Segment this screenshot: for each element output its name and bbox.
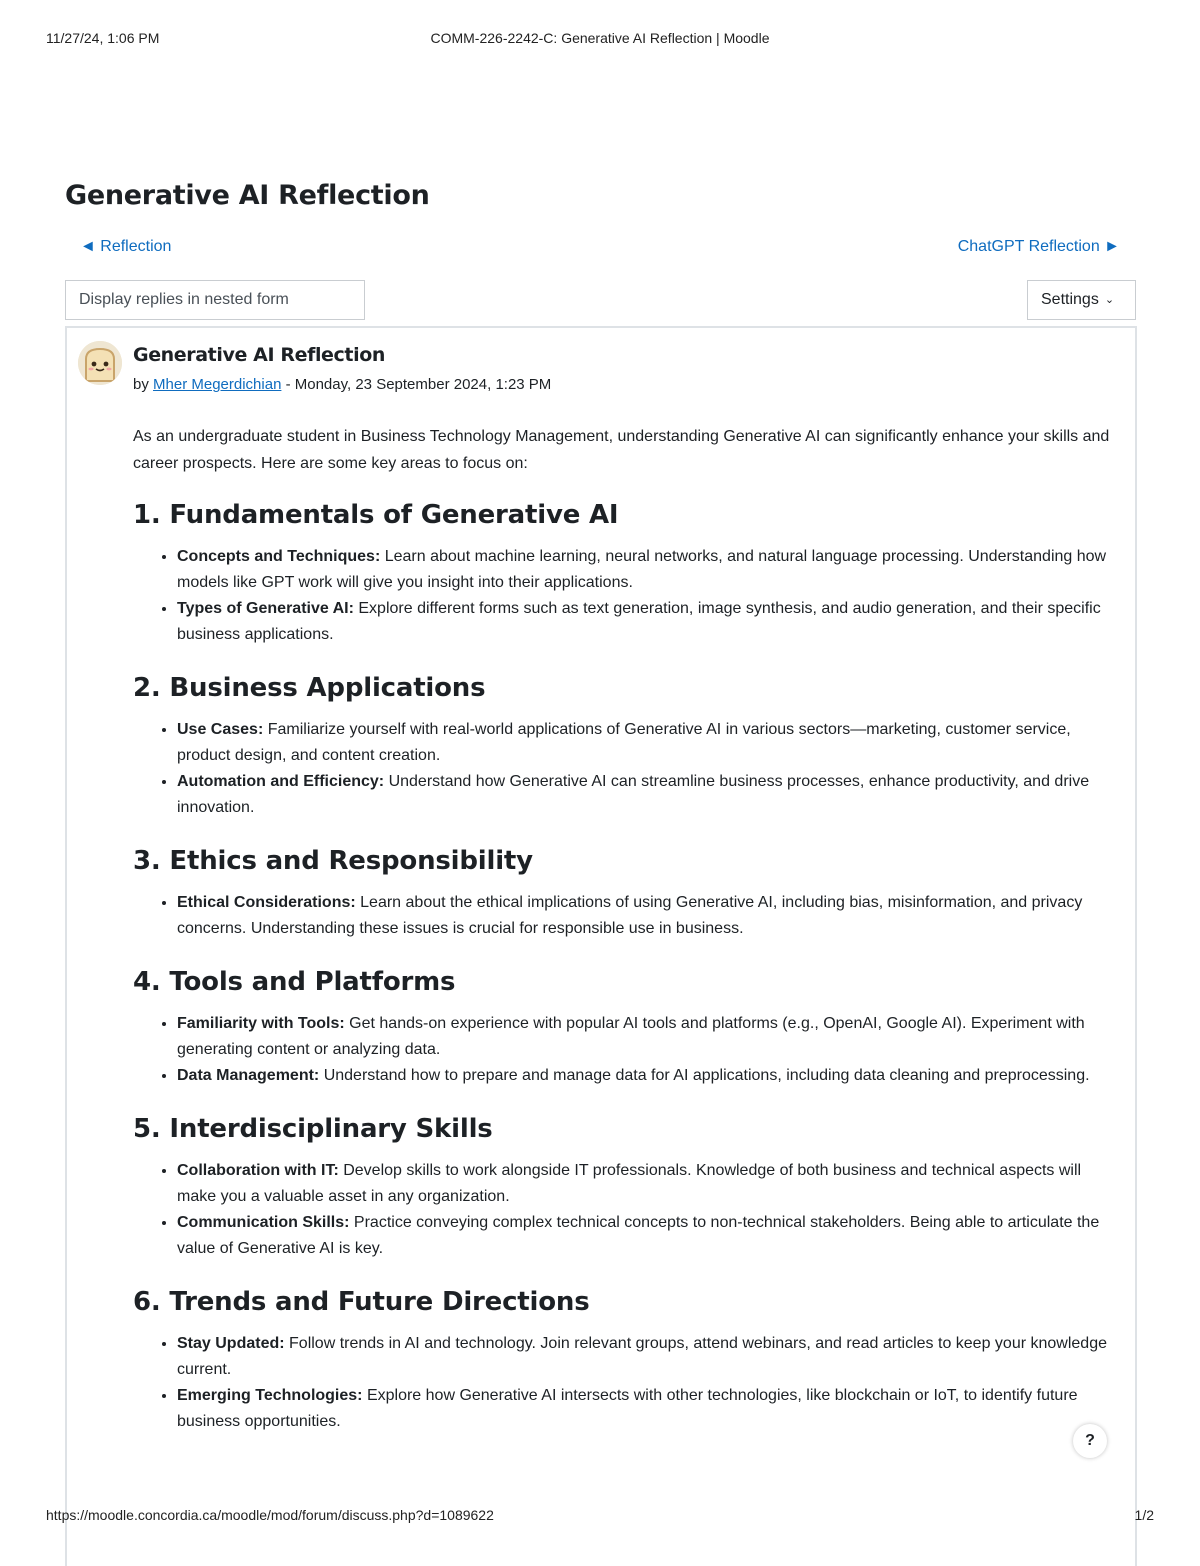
byline-by: by xyxy=(133,376,149,393)
chevron-down-icon: ⌄ xyxy=(1104,294,1115,306)
post-intro: As an undergraduate student in Business Technology Management, understanding Generative AI can significantly enhance your skills and career prospects. Here are some key areas to focus on: xyxy=(133,428,1110,472)
item-term: Stay Updated: xyxy=(177,1335,285,1352)
item-term: Data Management: xyxy=(177,1067,320,1084)
settings-button[interactable] xyxy=(1027,280,1136,320)
section-heading: 2. Business Applications xyxy=(133,673,486,703)
print-url: https://moodle.concordia.ca/moodle/mod/forum/discuss.php?d=1089622 xyxy=(46,1507,494,1523)
item-text: Learn about the ethical implications of using Generative AI, including bias, misinformation, and privacy concerns. Understanding these issues is crucial for responsible use in business. xyxy=(177,894,1083,937)
previous-activity-link[interactable]: ◄ Reflection xyxy=(80,238,172,255)
section-list xyxy=(133,1331,1118,1435)
print-footer xyxy=(46,1507,1154,1527)
item-term: Use Cases: xyxy=(177,721,264,738)
section-list xyxy=(133,1011,1118,1089)
display-mode-select[interactable]: Display replies in nested form xyxy=(65,280,365,320)
print-page-title: COMM-226-2242-C: Generative AI Reflection | Moodle xyxy=(430,30,770,46)
item-text: Learn about machine learning, neural networks, and natural language processing. Understanding how models like GPT work will give you insight into their applications. xyxy=(177,548,1107,591)
toast-avatar-icon xyxy=(78,341,122,385)
list-item xyxy=(177,1383,1118,1435)
item-term: Collaboration with IT: xyxy=(177,1162,339,1179)
list-item xyxy=(177,1063,1118,1089)
avatar[interactable] xyxy=(78,341,122,385)
section-list xyxy=(133,890,1118,942)
page-title: Generative AI Reflection xyxy=(65,180,430,211)
item-text: Explore different forms such as text generation, image synthesis, and audio generation, and their specific business applications. xyxy=(177,600,1101,643)
item-text: Familiarize yourself with real-world applications of Generative AI in various sectors—marketing, customer service, product design, and content creation. xyxy=(177,721,1071,764)
list-item xyxy=(177,1210,1118,1262)
section-heading: 3. Ethics and Responsibility xyxy=(133,846,533,876)
item-text: Understand how to prepare and manage data for AI applications, including data cleaning and preprocessing. xyxy=(319,1067,1090,1084)
item-text: Get hands-on experience with popular AI tools and platforms (e.g., OpenAI, Google AI). Experiment with generating content or analyzing data. xyxy=(177,1015,1085,1058)
item-term: Emerging Technologies: xyxy=(177,1387,363,1404)
item-text: Understand how Generative AI can streamline business processes, enhance productivity, and drive innovation. xyxy=(177,773,1090,816)
item-term: Types of Generative AI: xyxy=(177,600,354,617)
section-list xyxy=(133,544,1118,648)
section-list xyxy=(133,1158,1118,1262)
section-heading: 5. Interdisciplinary Skills xyxy=(133,1114,493,1144)
item-text: Explore how Generative AI intersects with other technologies, like blockchain or IoT, to identify future business opportunities. xyxy=(177,1387,1078,1430)
print-datetime: 11/27/24, 1:06 PM xyxy=(46,30,160,46)
section-heading: 6. Trends and Future Directions xyxy=(133,1287,590,1317)
list-item xyxy=(177,596,1118,648)
list-item xyxy=(177,717,1118,769)
post-byline xyxy=(133,376,551,393)
section-heading: 1. Fundamentals of Generative AI xyxy=(133,500,619,530)
author-link[interactable]: Mher Megerdichian xyxy=(153,376,282,393)
item-term: Communication Skills: xyxy=(177,1214,350,1231)
list-item xyxy=(177,890,1118,942)
list-item xyxy=(177,544,1118,596)
settings-label: Settings xyxy=(1041,291,1099,308)
section-list xyxy=(133,717,1118,821)
item-term: Concepts and Techniques: xyxy=(177,548,381,565)
list-item xyxy=(177,1158,1118,1210)
forum-post xyxy=(65,326,1137,1566)
next-activity-link[interactable]: ChatGPT Reflection ► xyxy=(957,238,1120,255)
post-subject: Generative AI Reflection xyxy=(133,344,385,366)
item-text: Develop skills to work alongside IT professionals. Knowledge of both business and technical aspects will make you a valuable asset in any organization. xyxy=(177,1162,1082,1205)
item-term: Ethical Considerations: xyxy=(177,894,356,911)
item-text: Practice conveying complex technical concepts to non-technical stakeholders. Being able to articulate the value of Generative AI is key. xyxy=(177,1214,1100,1257)
section-heading: 4. Tools and Platforms xyxy=(133,967,456,997)
list-item xyxy=(177,769,1118,821)
print-page-number: 1/2 xyxy=(1134,1507,1154,1523)
post-date: - Monday, 23 September 2024, 1:23 PM xyxy=(285,376,552,393)
help-button[interactable]: ? xyxy=(1073,1424,1107,1458)
print-header xyxy=(46,30,1154,50)
item-term: Automation and Efficiency: xyxy=(177,773,385,790)
item-text: Follow trends in AI and technology. Join relevant groups, attend webinars, and read articles to keep your knowledge current. xyxy=(177,1335,1107,1378)
list-item xyxy=(177,1331,1118,1383)
post-content xyxy=(133,423,1118,1458)
item-term: Familiarity with Tools: xyxy=(177,1015,345,1032)
list-item xyxy=(177,1011,1118,1063)
